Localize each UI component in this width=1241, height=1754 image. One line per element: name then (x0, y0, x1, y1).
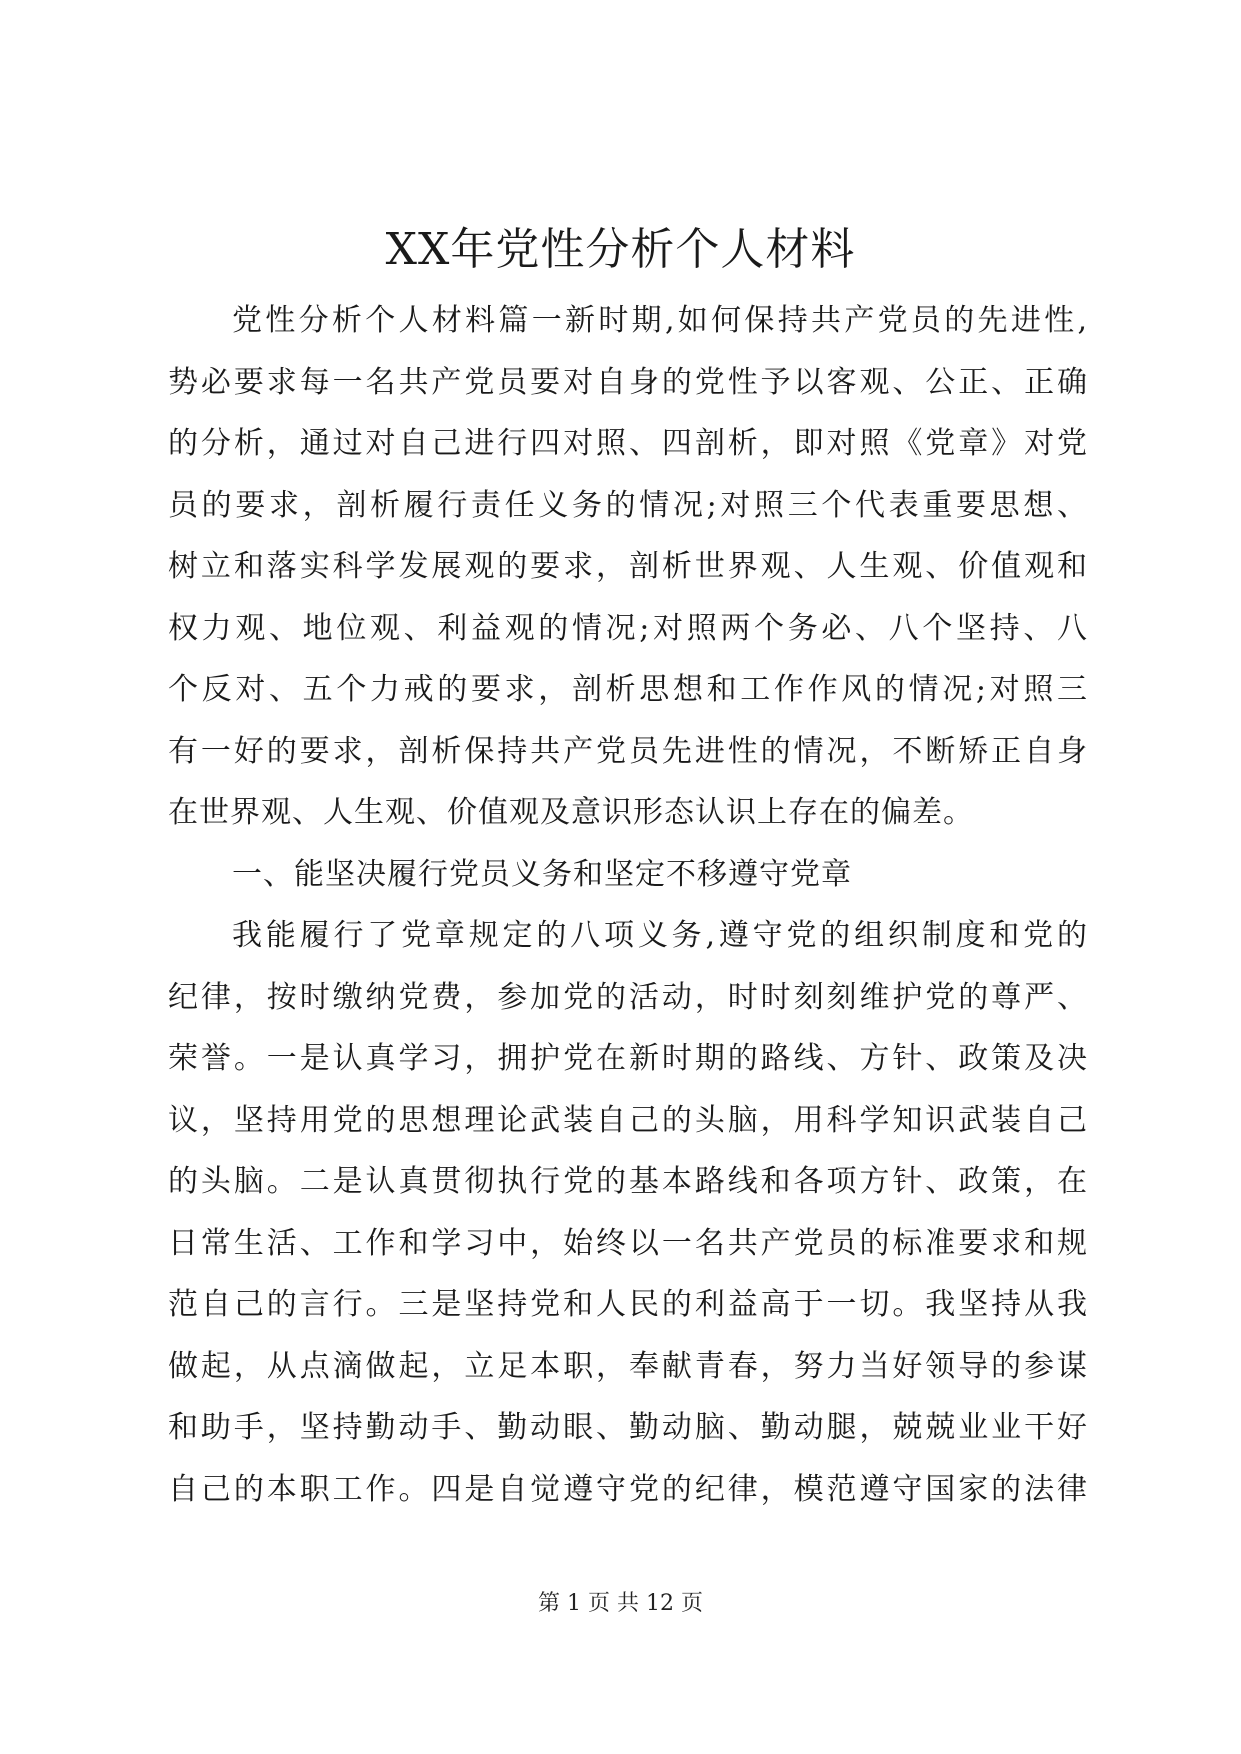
paragraph-line: 议，坚持用党的思想理论武装自己的头脑，用科学知识武装自己 (168, 1102, 1088, 1138)
paragraph-line: 员的要求，剖析履行责任义务的情况;对照三个代表重要思想、 (168, 487, 1088, 523)
paragraph-line: 权力观、地位观、利益观的情况;对照两个务必、八个坚持、八 (168, 610, 1088, 646)
paragraph-line: 党性分析个人材料篇一新时期,如何保持共产党员的先进性, (232, 303, 1088, 338)
paragraph-line: 自己的本职工作。四是自觉遵守党的纪律，模范遵守国家的法律 (168, 1471, 1088, 1507)
paragraph-line: 范自己的言行。三是坚持党和人民的利益高于一切。我坚持从我 (168, 1287, 1088, 1322)
paragraph-line: 有一好的要求，剖析保持共产党员先进性的情况，不断矫正自身 (168, 733, 1088, 769)
paragraph-line: 的分析，通过对自己进行四对照、四剖析，即对照《党章》对党 (168, 426, 1088, 461)
paragraph-line: 的头脑。二是认真贯彻执行党的基本路线和各项方针、政策，在 (168, 1164, 1088, 1199)
document-title: XX年党性分析个人材料 (385, 224, 856, 275)
paragraph-line: 我能履行了党章规定的八项义务,遵守党的组织制度和党的 (232, 918, 1088, 953)
paragraph-line: 个反对、五个力戒的要求，剖析思想和工作作风的情况;对照三 (168, 672, 1088, 707)
section-heading (168, 844, 1088, 906)
paragraph-line: 和助手，坚持勤动手、勤动眼、勤动脑、勤动腿，兢兢业业干好 (168, 1410, 1088, 1445)
paragraph (168, 290, 1088, 844)
paragraph-line: 树立和落实科学发展观的要求，剖析世界观、人生观、价值观和 (168, 549, 1088, 584)
page-footer: 第 1 页 共 12 页 (538, 1591, 703, 1616)
document-body (168, 290, 1088, 1520)
paragraph-line: 势必要求每一名共产党员要对自身的党性予以客观、公正、正确 (168, 364, 1088, 400)
paragraph (168, 905, 1088, 1520)
section-heading-line: 一、能坚决履行党员义务和坚定不移遵守党章 (232, 856, 852, 892)
paragraph-line: 在世界观、人生观、价值观及意识形态认识上存在的偏差。 (168, 795, 974, 830)
paragraph-line: 做起，从点滴做起，立足本职，奉献青春，努力当好领导的参谋 (168, 1348, 1088, 1384)
paragraph-line: 日常生活、工作和学习中，始终以一名共产党员的标准要求和规 (168, 1225, 1088, 1261)
paragraph-line: 纪律，按时缴纳党费，参加党的活动，时时刻刻维护党的尊严、 (168, 979, 1088, 1015)
paragraph-line: 荣誉。一是认真学习，拥护党在新时期的路线、方针、政策及决 (168, 1041, 1088, 1076)
